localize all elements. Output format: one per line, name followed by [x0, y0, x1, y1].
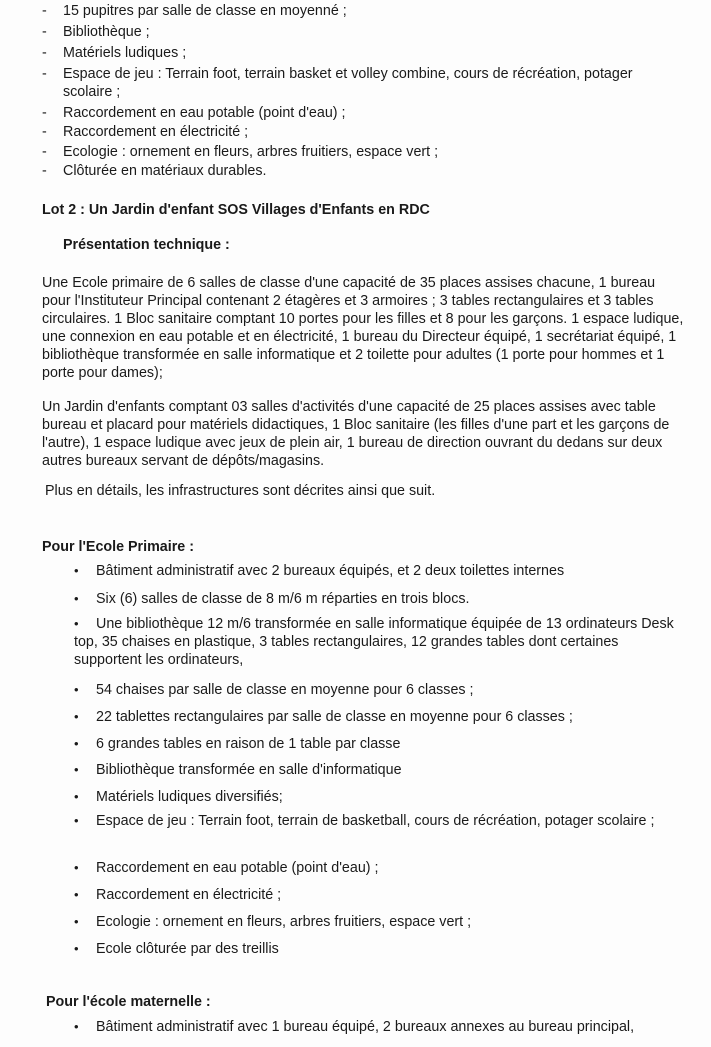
section-title: Lot 2 : Un Jardin d'enfant SOS Villages d'Enfants en RDC — [42, 202, 430, 218]
list-item: - Raccordement en eau potable (point d'eau) ; — [42, 105, 346, 121]
list-item: - Raccordement en électricité ; — [42, 124, 249, 140]
list-item: • Matériels ludiques diversifiés; — [74, 789, 283, 805]
list-item: • Ecole clôturée par des treillis — [74, 941, 279, 957]
list-item: • Raccordement en eau potable (point d'eau) ; — [74, 860, 379, 876]
paragraph: Plus en détails, les infrastructures sont décrites ainsi que suit. — [45, 483, 436, 499]
section-heading: Pour l'école maternelle : — [46, 994, 211, 1010]
list-item: • 6 grandes tables en raison de 1 table par classe — [74, 736, 401, 752]
section-heading: Pour l'Ecole Primaire : — [42, 539, 194, 555]
list-item: - Espace de jeu : Terrain foot, terrain basket et volley combine, cours de récréation, potager scolaire ; — [42, 66, 633, 100]
paragraph: Une Ecole primaire de 6 salles de classe d'une capacité de 35 places assises chacune, 1 bureau pour l'Instituteur Principal contenant 2 étagères et 3 armoires ; 3 tables rectangulaires et 3 tables circulaires. 1 Bloc sanitaire comptant 10 portes pour les filles et 8 pour les garçons. 1 espace ludique, une connexion en eau potable et en électricité, 1 bureau du Directeur équipé, 1 secrétariat équipé, 1 bibliothèque transformée en salle informatique et 2 toilette pour adultes (1 porte pour hommes et 1 porte pour dames); — [42, 275, 684, 381]
list-item: • Ecologie : ornement en fleurs, arbres fruitiers, espace vert ; — [74, 914, 472, 930]
list-item: - 15 pupitres par salle de classe en moyenné ; — [42, 3, 347, 19]
list-item: • Espace de jeu : Terrain foot, terrain de basketball, cours de récréation, potager scolaire ; — [74, 813, 655, 829]
list-item: - Bibliothèque ; — [42, 24, 150, 40]
subsection-heading: Présentation technique : — [63, 237, 230, 253]
paragraph: Un Jardin d'enfants comptant 03 salles d'activités d'une capacité de 25 places assises avec table bureau et placard pour matériels didactiques, 1 Bloc sanitaire (les filles d'une part et les garçons de l'autre), 1 espace ludique avec jeux de plein air, 1 bureau de direction ouvrant du dedans sur deux autres bureaux servant de dépôts/magasins. — [42, 399, 670, 469]
list-item: • Raccordement en électricité ; — [74, 887, 282, 903]
list-item: • 54 chaises par salle de classe en moyenne pour 6 classes ; — [74, 682, 474, 698]
list-item: • Une bibliothèque 12 m/6 transformée en salle informatique équipée de 13 ordinateurs Desk top, 35 chaises en plastique, 3 tables rectangulaires, 12 grandes tables dont certaines supportent les ordinateurs, — [74, 616, 674, 668]
list-item: - Matériels ludiques ; — [42, 45, 187, 61]
list-item: - Clôturée en matériaux durables. — [42, 163, 267, 179]
list-item: - Ecologie : ornement en fleurs, arbres fruitiers, espace vert ; — [42, 144, 439, 160]
list-item: • Bâtiment administratif avec 2 bureaux équipés, et 2 deux toilettes internes — [74, 563, 565, 579]
list-item: • 22 tablettes rectangulaires par salle de classe en moyenne pour 6 classes ; — [74, 709, 573, 725]
list-item: • Six (6) salles de classe de 8 m/6 m réparties en trois blocs. — [74, 591, 470, 607]
list-item: • Bibliothèque transformée en salle d'informatique — [74, 762, 402, 778]
list-item: • Bâtiment administratif avec 1 bureau équipé, 2 bureaux annexes au bureau principal, — [74, 1019, 635, 1035]
